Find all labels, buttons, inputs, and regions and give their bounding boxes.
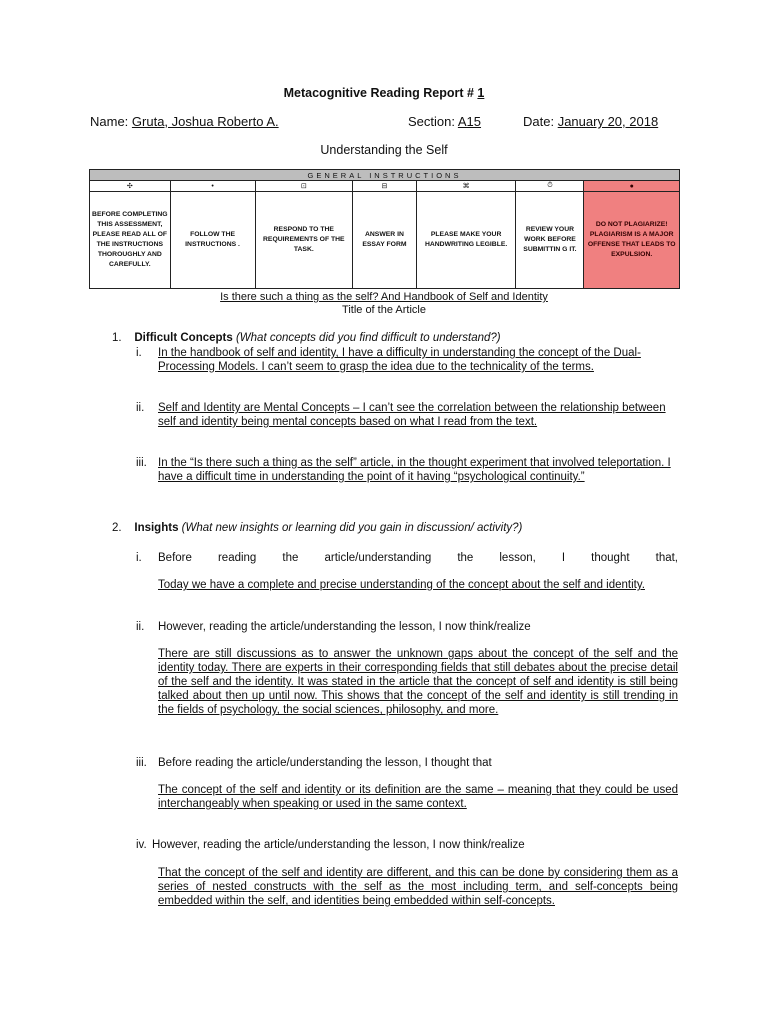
dot-icon: ● bbox=[584, 181, 680, 192]
plagiarism-warning: DO NOT PLAGIARIZE! PLAGIARISM IS A MAJOR OFFENSE THAT LEADS TO EXPULSION. bbox=[584, 192, 680, 289]
section-prompt: (What concepts did you find difficult to understand?) bbox=[235, 332, 501, 344]
insight-answer: Today we have a complete and precise understanding of the concept about the self and identity. bbox=[158, 579, 645, 591]
clock-icon: ⏱ bbox=[516, 181, 584, 192]
instructions-header: GENERAL INSTRUCTIONS bbox=[90, 170, 680, 181]
instruction-item: ANSWER IN ESSAY FORM bbox=[353, 192, 417, 289]
section-difficult-concepts: 1. Difficult Concepts (What concepts did you find difficult to understand?) bbox=[112, 332, 501, 344]
document-page: Metacognitive Reading Report # 1 Name: Gruta, Joshua Roberto A. Section: A15 Date: January 20, 2018 Understanding the Self GENERAL INSTRUCTIONS ✣ • ⊡ ⊟ ⌘ ⏱ ● BEFORE COMPLETING THIS ASSESSMENT, PLEASE READ ALL OF THE INSTRUCTIONS THOROUGHLY AND CAREFULLY. FOLLOW THE INSTRUCTIONS . RESPOND TO THE REQUIREMENTS OF THE TASK. ANSWER IN ESSAY FORM PLEASE MAKE YOUR HANDWRITING LEGIBLE. REVIEW YOUR WORK BEFORE SUBMITTIN G IT. DO NOT PLAGIARIZE! PLAGIARISM IS A MAJOR OFFENSE THAT LEADS TO EXPULSION. Is there such a thing as the self? And Handbook of Self and Identity Title of the Article 1. Difficult Concepts (What concepts did you find difficult to understand?) i. In the handbook of self and identity, I have a difficulty in understanding the concept of the Dual-Processing Models. I can’t seem to grasp the idea due to the technicality of the terms. ii. Self and Identity are Mental Concepts – I can’t see the correlation between the relationship between self and identity being mental concepts based on what I read from the text. iii. In the “Is there such a thing as the self” article, in the thought experiment that involved teleportation. I have a difficult time in understanding the point of it having “psychological continuity.” 2. Insights (What new insights or learning did you gain in discussion/ activity?) i. Before reading the article/understanding the lesson, I thought that, Today we have a complete and precise understanding of the concept about the self and identity. ii. However, reading the article/understanding the lesson, I now think/realize There are still discussions as to answer the unknown gaps about the concept of the self and the identity today. There are experts in their corresponding fields that still debates about the precise detail of the self and the identity. It was stated in the article that the concept of self and identity is still being talked about then up until now. This shows that the concept of the self and identity is still trending in the fields of psychology, the social sciences, philosophy, and more. iii. Before reading the article/understanding the lesson, I thought that The concept of the self and identity or its definition are the same – meaning that they could be used interchangeably when speaking or used in the same context. iv. However, reading the article/understanding the lesson, I now think/realize That the concept of the self and identity are different, and this can be done by considering them as a series of nested constructs with the self as the most including term, and self-concepts being embedded within the self, and identities being embedded within self-concepts. bbox=[0, 0, 768, 1024]
date-field: Date: January 20, 2018 bbox=[523, 114, 659, 129]
name-field: Name: Gruta, Joshua Roberto A. bbox=[90, 114, 279, 129]
instruction-item: RESPOND TO THE REQUIREMENTS OF THE TASK. bbox=[255, 192, 353, 289]
instruction-item: PLEASE MAKE YOUR HANDWRITING LEGIBLE. bbox=[416, 192, 516, 289]
general-instructions-table bbox=[89, 169, 680, 289]
section-field: Section: A15 bbox=[408, 114, 482, 129]
section-insights: 2. Insights (What new insights or learning did you gain in discussion/ activity?) bbox=[112, 522, 523, 534]
section-value: A15 bbox=[457, 114, 482, 129]
date-value: January 20, 2018 bbox=[557, 114, 659, 129]
section-heading: Insights bbox=[134, 522, 179, 534]
instruction-item: REVIEW YOUR WORK BEFORE SUBMITTIN G IT. bbox=[516, 192, 584, 289]
move-icon: ✣ bbox=[90, 181, 171, 192]
insight-answer: There are still discussions as to answer the unknown gaps about the concept of the self and the identity today. There are experts in their corresponding fields that still debates about the precise detail of the self and the identity. It was stated in the article that the concept of self and identity is still being talked about then up until now. This shows that the concept of the self and identity is still trending in the fields of psychology, the social sciences, philosophy, and more. bbox=[158, 648, 678, 716]
section-heading: Difficult Concepts bbox=[134, 332, 233, 344]
instruction-item: FOLLOW THE INSTRUCTIONS . bbox=[170, 192, 255, 289]
box-minus-icon: ⊟ bbox=[353, 181, 417, 192]
article-caption: Title of the Article bbox=[342, 304, 426, 316]
box-icon: ⊡ bbox=[255, 181, 353, 192]
insight-answer: The concept of the self and identity or its definition are the same – meaning that they could be used interchangeably when speaking or used in the same context. bbox=[158, 784, 678, 810]
name-value: Gruta, Joshua Roberto A. bbox=[131, 114, 279, 129]
report-number: 1 bbox=[477, 86, 485, 100]
report-title: Metacognitive Reading Report # 1 bbox=[283, 86, 485, 100]
bullet-icon: • bbox=[170, 181, 255, 192]
section-prompt: (What new insights or learning did you gain in discussion/ activity?) bbox=[181, 522, 523, 534]
command-icon: ⌘ bbox=[416, 181, 516, 192]
insight-answer: That the concept of the self and identity are different, and this can be done by considering them as a series of nested constructs with the self as the most including term, and self-concepts being embedded within the self, and identities being embedded within self-concepts. bbox=[158, 867, 678, 907]
article-block bbox=[0, 291, 768, 317]
instruction-item: BEFORE COMPLETING THIS ASSESSMENT, PLEASE READ ALL OF THE INSTRUCTIONS THOROUGHLY AND CAREFULLY. bbox=[90, 192, 171, 289]
subtitle: Understanding the Self bbox=[320, 143, 448, 157]
article-title: Is there such a thing as the self? And Handbook of Self and Identity bbox=[220, 291, 548, 303]
